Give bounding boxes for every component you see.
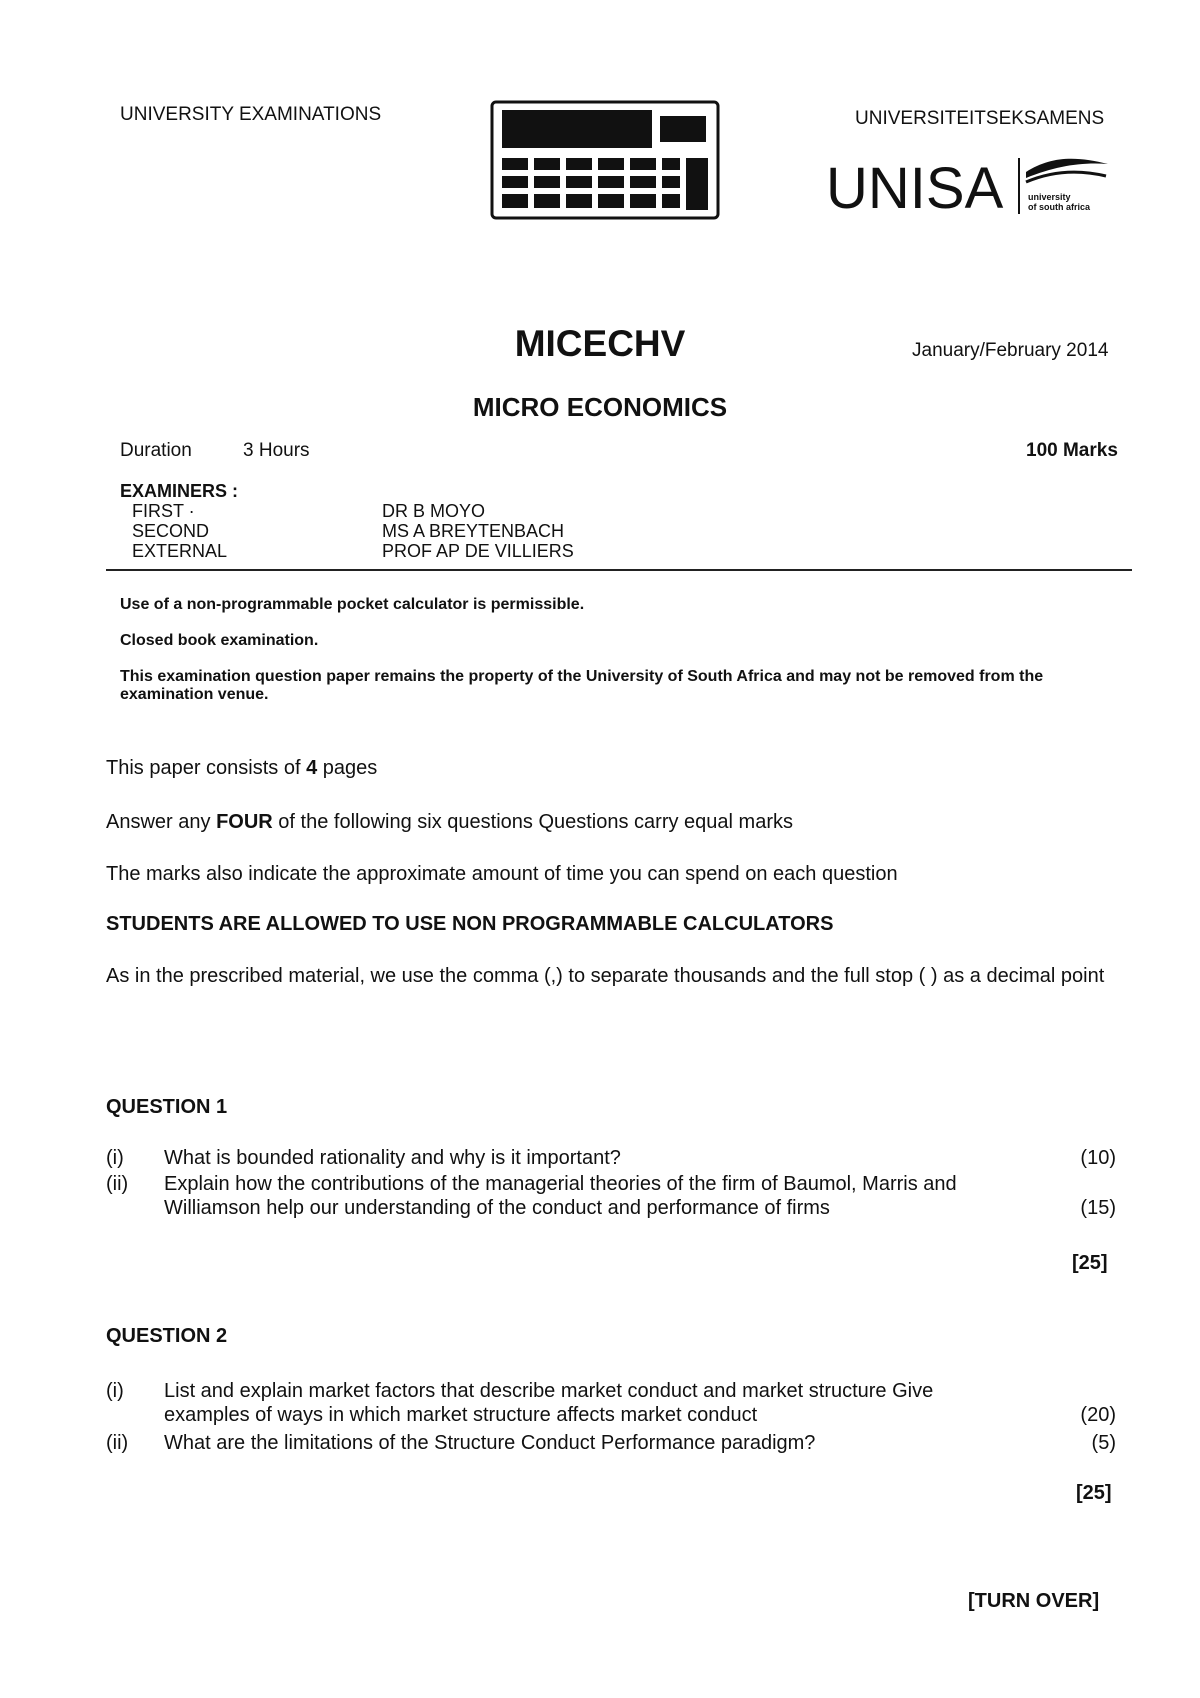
examiner-row: [120, 541, 574, 561]
part-number: (ii): [106, 1432, 129, 1454]
examiners-block: [120, 481, 574, 561]
examiners-title: EXAMINERS :: [120, 481, 239, 501]
pages-instruction: This paper consists of 4 pages: [106, 757, 378, 779]
examiner-name: MS A BREYTENBACH: [382, 521, 565, 541]
part-text: Explain how the contributions of the managerial theories of the firm of Baumol, Marris and Williamson help our understanding of the conduct and performance of firms: [164, 1173, 957, 1219]
examiner-row: [120, 521, 574, 541]
question-1-title: QUESTION 1: [106, 1096, 228, 1118]
header-right-title: UNIVERSITEITSEKSAMENS: [855, 108, 1105, 129]
part-text: What are the limitations of the Structure Conduct Performance paradigm?: [164, 1432, 816, 1454]
note-calculator: Use of a non-programmable pocket calculator is permissible.: [120, 596, 585, 613]
logo-word: UNISA: [826, 156, 1004, 220]
question-1-part-i: [106, 1146, 1116, 1170]
question-2-part-ii: [106, 1431, 1116, 1455]
question-2-total: [25]: [1076, 1482, 1112, 1504]
question-1-total: [25]: [1072, 1252, 1108, 1274]
turn-over-label: [TURN OVER]: [968, 1590, 1100, 1612]
examiner-role: SECOND: [132, 521, 210, 541]
examiner-name: PROF AP DE VILLIERS: [382, 541, 574, 561]
part-mark: (15): [1080, 1197, 1116, 1219]
examiner-name: DR B MOYO: [382, 501, 486, 521]
marks-instruction: The marks also indicate the approximate amount of time you can spend on each question: [106, 863, 898, 885]
duration-value: 3 Hours: [243, 440, 310, 461]
exam-date: January/February 2014: [912, 340, 1109, 361]
part-number: (i): [106, 1380, 124, 1402]
part-mark: (10): [1080, 1147, 1116, 1169]
part-mark: (5): [1091, 1432, 1116, 1454]
answer-instruction: Answer any FOUR of the following six questions Questions carry equal marks: [106, 811, 793, 833]
part-mark: (20): [1080, 1404, 1116, 1426]
unisa-logo: [826, 150, 1116, 220]
part-number: (i): [106, 1147, 124, 1169]
part-text: What is bounded rationality and why is it important?: [164, 1147, 621, 1169]
logo-tagline-2: of south africa: [1028, 202, 1091, 212]
exam-subject: MICRO ECONOMICS: [472, 392, 728, 422]
exam-notes: [120, 596, 1100, 722]
logo-tagline-1: university: [1028, 192, 1071, 202]
comma-instruction: As in the prescribed material, we use the comma (,) to separate thousands and the full stop ( ) as a decimal point: [106, 965, 1105, 987]
part-number: (ii): [106, 1173, 129, 1195]
question-2-title: QUESTION 2: [106, 1325, 228, 1347]
calculator-icon: [490, 100, 720, 220]
question-1-part-ii: [106, 1172, 1116, 1220]
duration-label: Duration: [120, 440, 192, 461]
question-2-part-i: [106, 1379, 1116, 1427]
examiner-role: EXTERNAL: [132, 541, 228, 561]
examiner-role: FIRST ·: [132, 501, 195, 521]
examiner-row: [120, 501, 574, 521]
header-left-title: UNIVERSITY EXAMINATIONS: [120, 104, 382, 125]
note-property: This examination question paper remains the property of the University of South Africa and may not be removed from the examination venue.: [120, 668, 1044, 703]
part-text: List and explain market factors that describe market conduct and market structure Give examples of ways in which market structure affects market conduct: [164, 1380, 934, 1426]
note-closed-book: Closed book examination.: [120, 632, 319, 649]
calculator-instruction: STUDENTS ARE ALLOWED TO USE NON PROGRAMMABLE CALCULATORS: [106, 913, 834, 935]
header-divider: [106, 569, 1132, 571]
exam-code: MICECHV: [514, 323, 686, 364]
total-marks: 100 Marks: [1026, 440, 1118, 461]
